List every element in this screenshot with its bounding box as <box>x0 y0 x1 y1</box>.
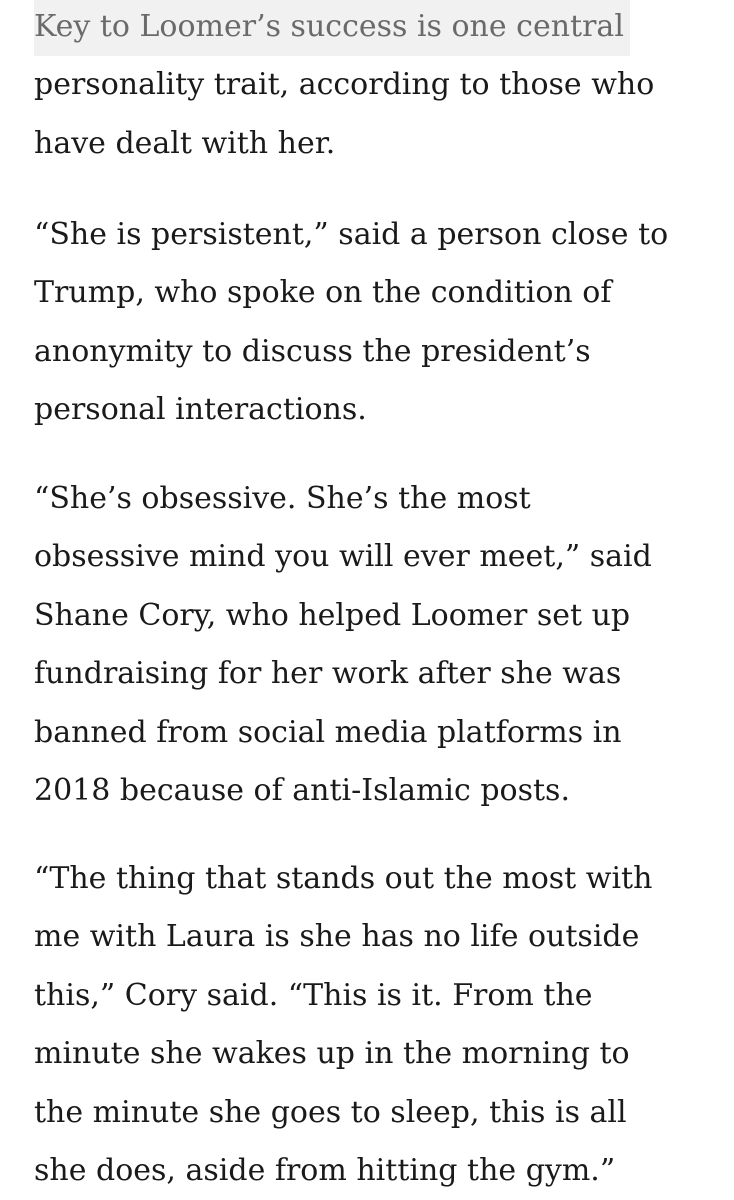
text-line: “The thing that stands out the most with <box>34 861 653 896</box>
paragraph-1 <box>34 0 724 173</box>
text-line: personality trait, according to those who <box>34 67 655 103</box>
text-line: Shane Cory, who helped Loomer set up <box>34 597 631 633</box>
text-line: “She is persistent,” said a person close to <box>34 217 669 252</box>
text-line: obsessive mind you will ever meet,” said <box>34 539 652 575</box>
text-line: banned from social media platforms in <box>34 714 622 750</box>
text-line: the minute she goes to sleep, this is all <box>34 1094 627 1130</box>
text-line: me with Laura is she has no life outside <box>34 919 640 955</box>
text-line: minute she wakes up in the morning to <box>34 1036 630 1072</box>
text-line: Key to Loomer’s success is one central <box>34 0 630 56</box>
text-line: Trump, who spoke on the condition of <box>34 275 612 311</box>
text-line: fundraising for her work after she was <box>34 656 622 692</box>
text-line: have dealt with her. <box>34 125 336 161</box>
text-line: 2018 because of anti-Islamic posts. <box>34 772 570 808</box>
text-line: “She’s obsessive. She’s the most <box>34 481 531 516</box>
paragraph-2 <box>34 206 724 440</box>
paragraph-3 <box>34 470 724 820</box>
text-line: anonymity to discuss the president’s <box>34 333 591 369</box>
text-line: this,” Cory said. “This is it. From the <box>34 977 593 1013</box>
text-line: she does, aside from hitting the gym.” <box>34 1152 616 1188</box>
paragraph-4 <box>34 850 724 1200</box>
text-line: personal interactions. <box>34 392 367 428</box>
